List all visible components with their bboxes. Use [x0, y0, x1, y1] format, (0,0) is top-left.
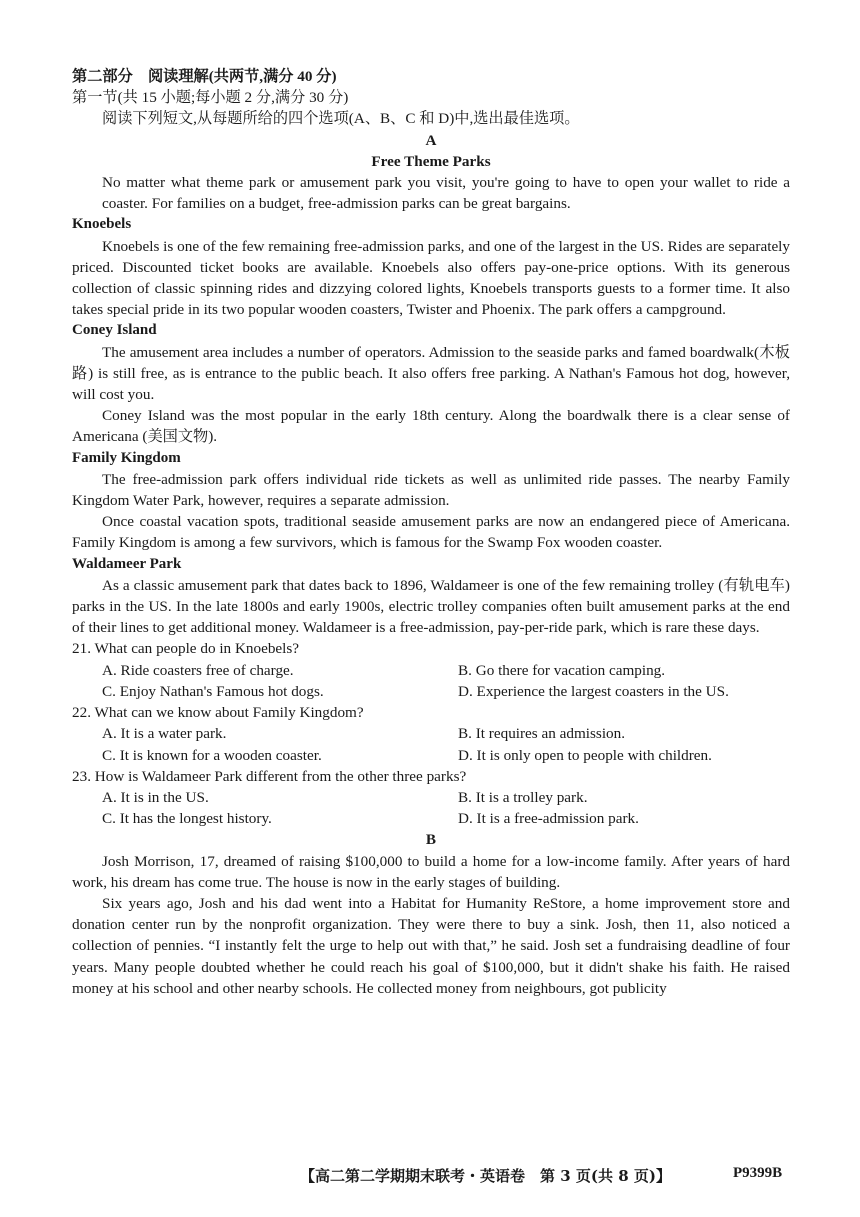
- question-stem: 22. What can we know about Family Kingdom?: [72, 704, 364, 722]
- option-a: A. It is in the US.: [102, 788, 209, 806]
- option-c: C. It has the longest history.: [102, 810, 272, 828]
- family-heading: Family Kingdom: [72, 449, 181, 466]
- section-heading: 第一节(共 15 小题;每小题 2 分,满分 30 分): [72, 89, 349, 107]
- option-b: B. Go there for vacation camping.: [458, 661, 666, 679]
- knoebels-paragraph: Knoebels is one of the few remaining free-admission parks, and one of the largest in the US. Rides are separately priced. Discounted ticket books are available. Knoebels also offers pay-one-price options. With its generous collection of classic spinning rides and dizzying colored lights, Knoebels transports guests to a former time. It also takes special pride in its two popular wooden coasters, Twister and Phoenix. The park offers a campground.: [72, 237, 790, 319]
- passage-a-body: [72, 172, 790, 638]
- option-c: C. Enjoy Nathan's Famous hot dogs.: [102, 682, 324, 700]
- footer-exam-info: 【高二第二学期期末联考・英语卷 第 3 页(共 8 页)】: [300, 1167, 671, 1185]
- option-d: D. Experience the largest coasters in the US.: [458, 682, 729, 700]
- passage-b-body: [72, 851, 790, 999]
- passage-b-letter: B: [425, 831, 437, 849]
- option-d: D. It is only open to people with children.: [458, 746, 712, 764]
- question-stem: 21. What can people do in Knoebels?: [72, 640, 300, 658]
- instruction: 阅读下列短文,从每题所给的四个选项(A、B、C 和 D)中,选出最佳选项。: [102, 110, 580, 128]
- question-21: [72, 638, 790, 702]
- passage-b-paragraph-1: Josh Morrison, 17, dreamed of raising $100,000 to build a home for a low-income family. After years of hard work, his dream has come true. The house is now in the early stages of building.: [72, 852, 790, 891]
- passage-a-title: Free Theme Parks: [371, 152, 491, 170]
- family-paragraph-1: The free-admission park offers individual ride tickets as well as unlimited ride passes. The nearby Family Kingdom Water Park, however, requires a separate admission.: [72, 470, 790, 510]
- option-b: B. It requires an admission.: [458, 725, 626, 743]
- question-stem: 23. How is Waldameer Park different from the other three parks?: [72, 767, 467, 785]
- option-d: D. It is a free-admission park.: [458, 810, 639, 828]
- coney-heading: Coney Island: [72, 322, 157, 339]
- passage-b-paragraph-2: Six years ago, Josh and his dad went into a Habitat for Humanity ReStore, a home improvement store and donation center run by the nonprofit organization. They were there to buy a sink. Josh, then 11, also noticed a collection of pennies. “I instantly felt the urge to help out with that,” he said. Josh set a fundraising deadline of four years. Many people doubted whether he could reach his goal of $100,000, but it didn't shake his faith. He raised money at his school and other nearby schools. He collected money from neighbours, got publicity: [72, 894, 790, 997]
- waldameer-paragraph: As a classic amusement park that dates back to 1896, Waldameer is one of the few remaining trolley (有轨电车) parks in the US. In the late 1800s and early 1900s, electric trolley companies often built amusement parks at the end of their lines to get additional money. Waldameer is a free-admission, pay-per-ride park, which is rare these days.: [72, 576, 790, 637]
- question-23: [72, 766, 790, 830]
- option-b: B. It is a trolley park.: [458, 788, 588, 806]
- intro-paragraph: No matter what theme park or amusement park you visit, you're going to have to open your wallet to ride a coaster. For families on a budget, free-admission parks can be great bargains.: [102, 174, 790, 213]
- question-22: [72, 702, 790, 766]
- option-c: C. It is known for a wooden coaster.: [102, 746, 322, 764]
- option-a: A. It is a water park.: [102, 725, 227, 743]
- family-paragraph-2: Once coastal vacation spots, traditional seaside amusement parks are now an endangered piece of Americana. Family Kingdom is among a few survivors, which is famous for the Swamp Fox wooden coaster.: [72, 513, 790, 552]
- part-heading: 第二部分 阅读理解(共两节,满分 40 分): [72, 68, 337, 85]
- page-footer: [0, 1165, 860, 1189]
- coney-paragraph-2: Coney Island was the most popular in the early 18th century. Along the boardwalk there is a clear sense of Americana (美国文物).: [72, 407, 790, 446]
- coney-paragraph-1: The amusement area includes a number of operators. Admission to the seaside parks and famed boardwalk(木板路) is still free, as is entrance to the public beach. It also offers free parking. A Nathan's Famous hot dog, however, will cost you.: [72, 343, 790, 404]
- exam-page: [72, 66, 790, 999]
- footer-code: P9399B: [733, 1165, 783, 1181]
- passage-a-letter: A: [425, 131, 437, 149]
- option-a: A. Ride coasters free of charge.: [102, 661, 294, 679]
- knoebels-heading: Knoebels: [72, 216, 132, 233]
- waldameer-heading: Waldameer Park: [72, 555, 182, 572]
